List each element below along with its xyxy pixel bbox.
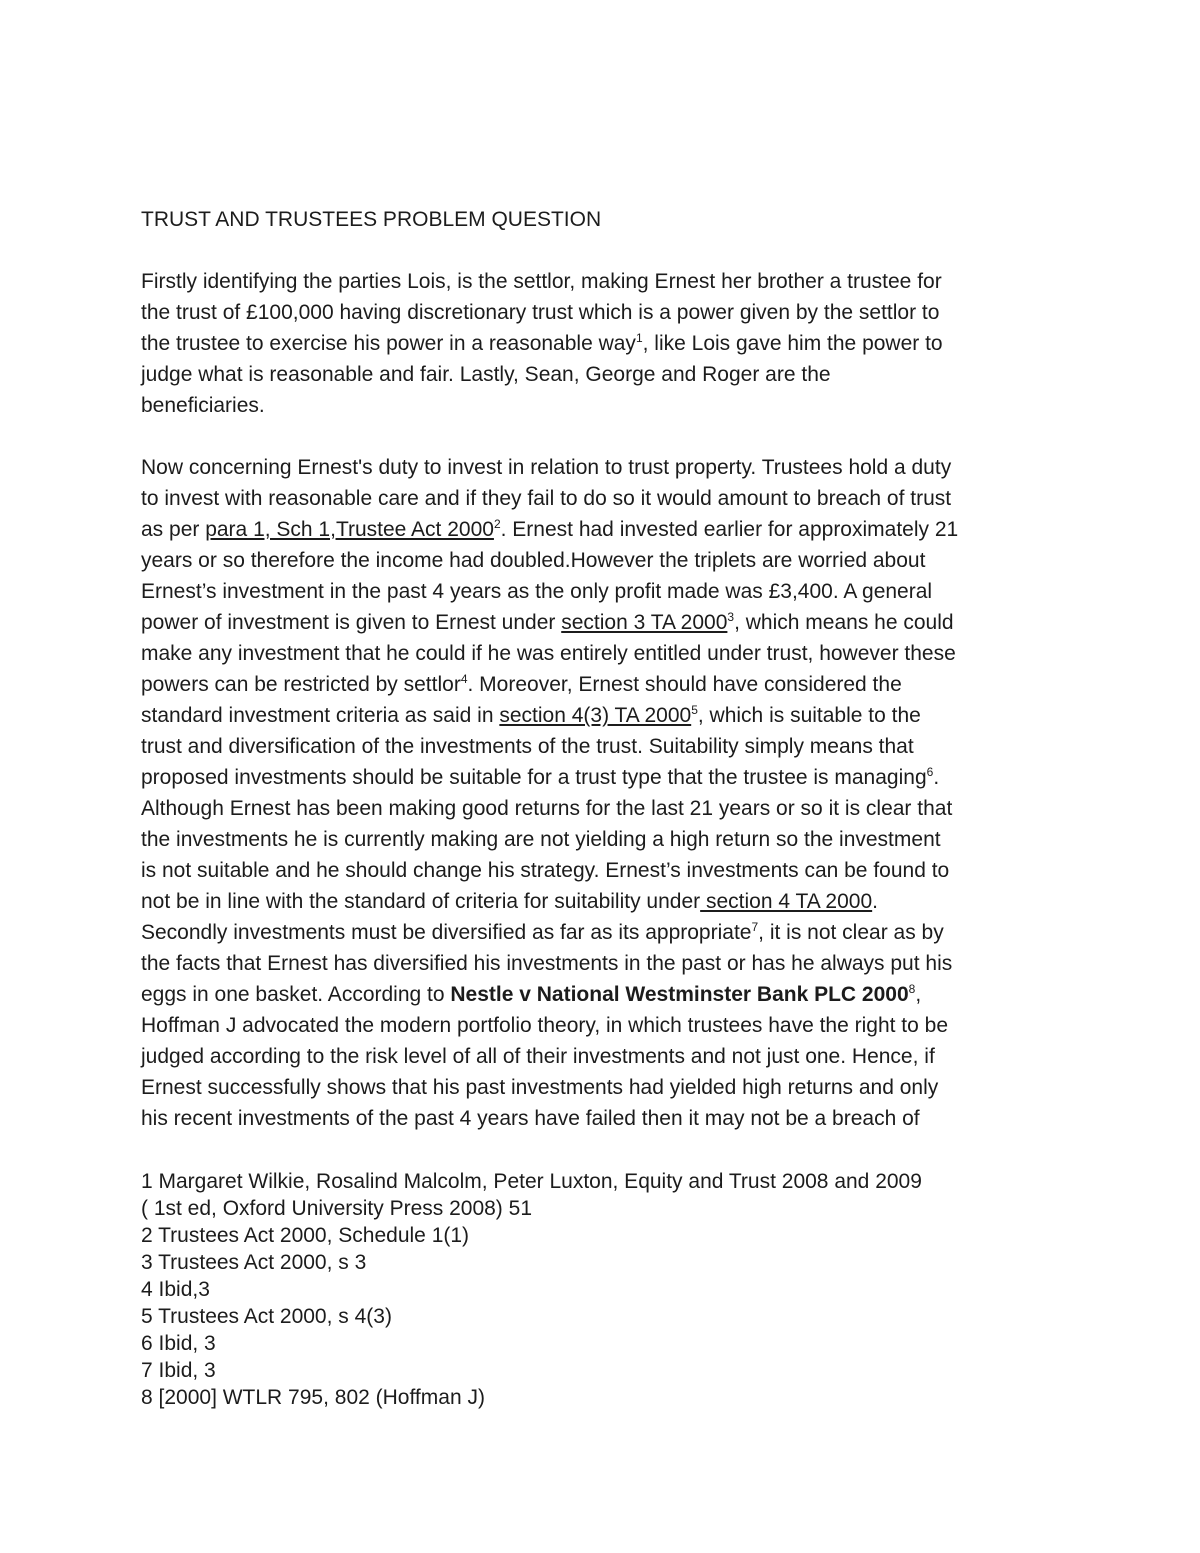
text-span: , xyxy=(915,983,922,1006)
footnote: 4 Ibid,3 xyxy=(141,1278,210,1301)
text-line xyxy=(141,917,1071,948)
text-span: as per xyxy=(141,518,206,541)
footnote: 7 Ibid, 3 xyxy=(141,1359,216,1382)
text-line: to invest with reasonable care and if they fail to do so it would amount to breach of trust xyxy=(141,487,952,510)
footnote: 1 Margaret Wilkie, Rosalind Malcolm, Peter Luxton, Equity and Trust 2008 and 2009 xyxy=(141,1170,922,1193)
text-line xyxy=(141,700,1071,731)
text-line: the investments he is currently making are not yielding a high return so the investment xyxy=(141,828,941,851)
text-span: . xyxy=(872,890,878,913)
footnote-ref-5: 5 xyxy=(691,703,698,717)
statute-reference: section 4(3) TA 2000 xyxy=(499,704,692,727)
footnote-ref-1: 1 xyxy=(635,331,643,345)
text-line xyxy=(141,607,1071,638)
paragraph-duty-to-invest xyxy=(141,452,1071,1134)
text-line: is not suitable and he should change his strategy. Ernest’s investments can be found to xyxy=(141,859,950,882)
footnote: ( 1st ed, Oxford University Press 2008) 51 xyxy=(141,1197,532,1220)
footnote: 8 [2000] WTLR 795, 802 (Hoffman J) xyxy=(141,1386,485,1409)
footnote-ref-2: 2 xyxy=(493,517,501,531)
text-line xyxy=(141,669,1071,700)
text-line: years or so therefore the income had doubled.However the triplets are worried about xyxy=(141,549,926,572)
text-span: eggs in one basket. According to xyxy=(141,983,451,1006)
text-line: the trust of £100,000 having discretionary trust which is a power given by the settlor to xyxy=(141,301,940,324)
text-line: judged according to the risk level of all of their investments and not just one. Hence, if xyxy=(141,1045,935,1068)
statute-reference: section 4 TA 2000 xyxy=(700,890,873,913)
text-line xyxy=(141,979,1071,1010)
text-span: . xyxy=(933,766,940,789)
text-line: beneficiaries. xyxy=(141,394,265,417)
footnote-ref-4: 4 xyxy=(460,672,468,686)
footnote: 5 Trustees Act 2000, s 4(3) xyxy=(141,1305,392,1328)
text-span: , like Lois gave him the power to xyxy=(642,332,943,355)
statute-reference: para 1, Sch 1,Trustee Act 2000 xyxy=(205,518,494,541)
text-line: trust and diversification of the investments of the trust. Suitability simply means that xyxy=(141,735,914,758)
text-line: his recent investments of the past 4 years have failed then it may not be a breach of xyxy=(141,1107,920,1130)
text-line: Now concerning Ernest's duty to invest in relation to trust property. Trustees hold a duty xyxy=(141,456,952,479)
footnotes xyxy=(141,1168,1071,1411)
text-line: Hoffman J advocated the modern portfolio theory, in which trustees have the right to be xyxy=(141,1014,949,1037)
text-span: powers can be restricted by settlor xyxy=(141,673,461,696)
text-span: , it is not clear as by xyxy=(758,921,944,944)
footnote-ref-6: 6 xyxy=(926,765,934,779)
text-line: Although Ernest has been making good returns for the last 21 years or so it is clear that xyxy=(141,797,953,820)
footnote: 6 Ibid, 3 xyxy=(141,1332,216,1355)
text-line: Firstly identifying the parties Lois, is the settlor, making Ernest her brother a trustee for xyxy=(141,270,942,293)
text-line: Ernest successfully shows that his past investments had yielded high returns and only xyxy=(141,1076,939,1099)
text-span: , which means he could xyxy=(734,611,954,634)
text-span: the trustee to exercise his power in a reasonable way xyxy=(141,332,636,355)
footnote-ref-8: 8 xyxy=(908,982,916,996)
text-span: standard investment criteria as said in xyxy=(141,704,500,727)
text-line: the facts that Ernest has diversified his investments in the past or has he always put his xyxy=(141,952,953,975)
text-span: . Ernest had invested earlier for approximately 21 xyxy=(500,518,959,541)
text-line: make any investment that he could if he was entirely entitled under trust, however these xyxy=(141,642,956,665)
footnote: 3 Trustees Act 2000, s 3 xyxy=(141,1251,367,1274)
text-line: Ernest’s investment in the past 4 years as the only profit made was £3,400. A general xyxy=(141,580,933,603)
text-span: , which is suitable to the xyxy=(697,704,921,727)
footnote-ref-3: 3 xyxy=(727,610,735,624)
footnote: 2 Trustees Act 2000, Schedule 1(1) xyxy=(141,1224,470,1247)
paragraph-parties xyxy=(141,266,1071,421)
text-span: Secondly investments must be diversified as far as its appropriate xyxy=(141,921,752,944)
text-line xyxy=(141,886,1071,917)
footnote-ref-7: 7 xyxy=(751,920,759,934)
text-span: proposed investments should be suitable for a trust type that the trustee is managing xyxy=(141,766,927,789)
case-citation: Nestle v National Westminster Bank PLC 2000 xyxy=(450,983,909,1006)
text-line xyxy=(141,328,1071,359)
document-title: TRUST AND TRUSTEES PROBLEM QUESTION xyxy=(141,208,602,231)
text-span: . Moreover, Ernest should have considered the xyxy=(467,673,902,696)
text-line: judge what is reasonable and fair. Lastly, Sean, George and Roger are the xyxy=(141,363,831,386)
text-span: power of investment is given to Ernest under xyxy=(141,611,562,634)
text-line xyxy=(141,514,1071,545)
text-span: not be in line with the standard of criteria for suitability under xyxy=(141,890,701,913)
text-line xyxy=(141,762,1071,793)
statute-reference: section 3 TA 2000 xyxy=(561,611,728,634)
